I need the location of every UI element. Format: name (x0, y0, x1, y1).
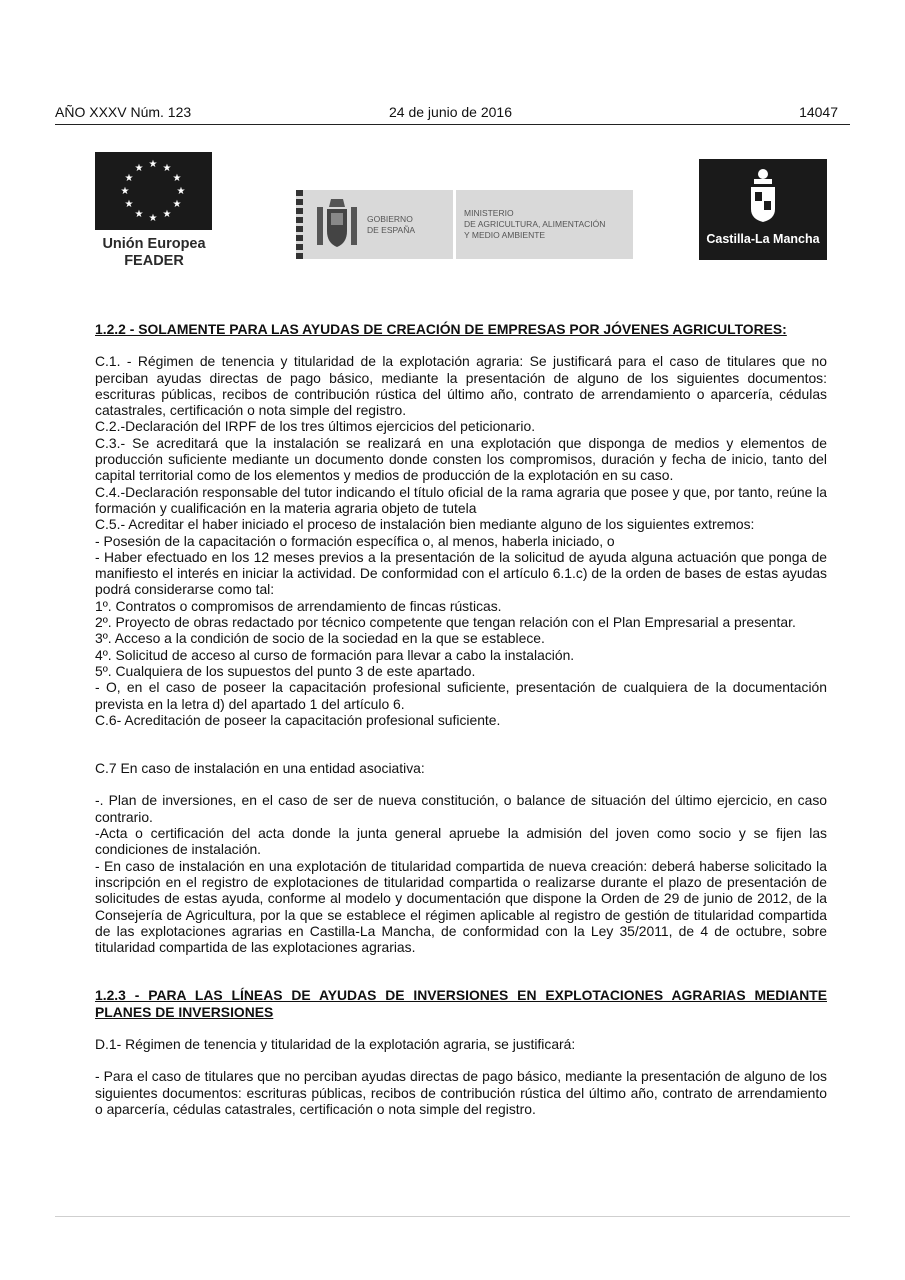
section-c7-intro: C.7 En caso de instalación en una entidad asociativa: (95, 760, 425, 777)
paragraph: - O, en el caso de poseer la capacitación profesional suficiente, presentación de cualquiera de la documentación prevista en la letra d) del apartado 1 del artículo 6. (95, 679, 827, 712)
paragraph: - Posesión de la capacitación o formación específica o, al menos, haberla iniciado, o (95, 532, 615, 549)
clm-logo-text: Castilla-La Mancha (706, 232, 820, 246)
issue-number: AÑO XXXV Núm. 123 (55, 104, 192, 120)
svg-text:★: ★ (148, 159, 158, 170)
publication-date: 24 de junio de 2016 (389, 104, 512, 120)
eu-logo-text (95, 236, 213, 270)
paragraph: C.3.- Se acreditará que la instalación se realizará en una explotación que disponga de medios y elementos de producción suficiente mediante un documento donde consten los compromisos, duración y fecha de inicio, tanto del capital territorial como de los elementos y medios de producción de la explotación en su caso. (95, 434, 827, 484)
svg-text:★: ★ (120, 186, 130, 197)
footer-rule (55, 1216, 850, 1217)
gobierno-text (367, 214, 415, 236)
paragraph: - Haber efectuado en los 12 meses previos a la presentación de la solicitud de ayuda alguna actuación que ponga de manifiesto el interés en iniciar la actividad. De conformidad con el artículo 6.1.c) de la orden de bases de estas ayudas podrá considerarse como tal: (95, 548, 827, 598)
paragraph: - En caso de instalación en una explotación de titularidad compartida de nueva creación: deberá haberse solicitado la inscripción en el registro de explotaciones de titularidad compartida o realizarse durante el plazo de presentación de solicitudes de estas ayuda, conforme al modelo y documentación que dispone la Orden de 29 de junio de 2012, de la Consejería de Agricultura, por la que se establece el régimen aplicable al registro de gestión de titularidad compartida de las explotaciones agrarias en Castilla-La Mancha, de conformidad con la Ley 35/2011, de 4 de octubre, sobre titularidad compartida de las explotaciones agrarias. (95, 857, 827, 956)
list-item: 1º. Contratos o compromisos de arrendamiento de fincas rústicas. (95, 597, 502, 614)
ministerio-line2: DE AGRICULTURA, ALIMENTACIÓN (464, 219, 606, 229)
paragraph: -. Plan de inversiones, en el caso de ser de nueva constitución, o balance de situación del último ejercicio, en caso contrario. (95, 792, 827, 825)
ministerio-text (456, 190, 633, 259)
gobierno-block (296, 190, 453, 259)
eu-logo-line1: Unión Europea (102, 236, 206, 252)
paragraph: C.2.-Declaración del IRPF de los tres últimos ejercicios del peticionario. (95, 418, 536, 435)
eu-feader-logo (95, 152, 213, 270)
svg-text:★: ★ (134, 209, 144, 220)
list-item: 3º. Acceso a la condición de socio de la sociedad en la que se establece. (95, 630, 545, 647)
paragraph: C.5.- Acreditar el haber iniciado el proceso de instalación bien mediante alguno de los siguientes extremos: (95, 516, 755, 533)
gobierno-line2: DE ESPAÑA (367, 224, 416, 235)
page-number: 14047 (799, 104, 838, 120)
header-rule (55, 124, 850, 125)
svg-text:★: ★ (148, 213, 158, 224)
paragraph: C.1. - Régimen de tenencia y titularidad de la explotación agraria: Se justificará para el caso de titulares que no perciban ayudas directas de pago básico, mediante la presentación de alguno de los siguientes documentos: escrituras públicas, recibos de contribución rústica del último año, contrato de arrendamiento o aparcería, cédulas catastrales, certificación o nota simple del registro. (95, 353, 827, 419)
eu-logo-line2: FEADER (124, 253, 184, 269)
section-title-1-2-2: 1.2.2 - SOLAMENTE PARA LAS AYUDAS DE CREACIÓN DE EMPRESAS POR JÓVENES AGRICULTORES: (95, 321, 787, 337)
list-item: 4º. Solicitud de acceso al curso de formación para llevar a cabo la instalación. (95, 646, 575, 663)
svg-text:★: ★ (124, 199, 134, 210)
list-item: 5º. Cualquiera de los supuestos del punto 3 de este apartado. (95, 662, 476, 679)
list-item: 2º. Proyecto de obras redactado por técnico competente que tengan relación con el Plan Empresarial a presentar. (95, 614, 796, 631)
coat-of-arms-icon (313, 197, 361, 253)
ministerio-line1: MINISTERIO (464, 208, 514, 218)
eu-flag-icon (95, 152, 212, 230)
svg-text:★: ★ (176, 186, 186, 197)
svg-text:★: ★ (134, 163, 144, 174)
paragraph: - Para el caso de titulares que no perciban ayudas directas de pago básico, mediante la presentación de alguno de los siguientes documentos: escrituras públicas, recibos de contribución rústica del último año, contrato de arrendamiento o aparcería, cédulas catastrales, certificación o nota simple del registro. (95, 1068, 827, 1117)
document-body (95, 321, 827, 1117)
paragraph: -Acta o certificación del acta donde la junta general apruebe la admisión del joven como socio y se fijen las condiciones de instalación. (95, 825, 827, 858)
ministerio-line3: Y MEDIO AMBIENTE (464, 230, 546, 240)
svg-text:★: ★ (124, 173, 134, 184)
section-title-1-2-3: 1.2.3 - PARA LAS LÍNEAS DE AYUDAS DE INVERSIONES EN EXPLOTACIONES AGRARIAS MEDIANTE PLANES DE INVERSIONES (95, 987, 827, 1020)
page-header (55, 104, 850, 124)
flag-stripe-icon (296, 190, 303, 259)
svg-text:★: ★ (172, 199, 182, 210)
gobierno-line1: GOBIERNO (367, 213, 413, 224)
paragraph: C.6- Acreditación de poseer la capacitación profesional suficiente. (95, 711, 501, 728)
castilla-la-mancha-logo (699, 159, 827, 260)
svg-text:★: ★ (162, 209, 172, 220)
svg-text:★: ★ (162, 163, 172, 174)
spain-ministry-logo (296, 190, 633, 259)
paragraph-d1: D.1- Régimen de tenencia y titularidad de la explotación agraria, se justificará: (95, 1035, 576, 1052)
svg-text:★: ★ (172, 173, 182, 184)
clm-emblem-icon (699, 159, 827, 229)
paragraph: C.4.-Declaración responsable del tutor indicando el título oficial de la rama agraria que posee y que, por tanto, reúne la formación y cualificación en la materia agraria objeto de tutela (95, 483, 828, 516)
